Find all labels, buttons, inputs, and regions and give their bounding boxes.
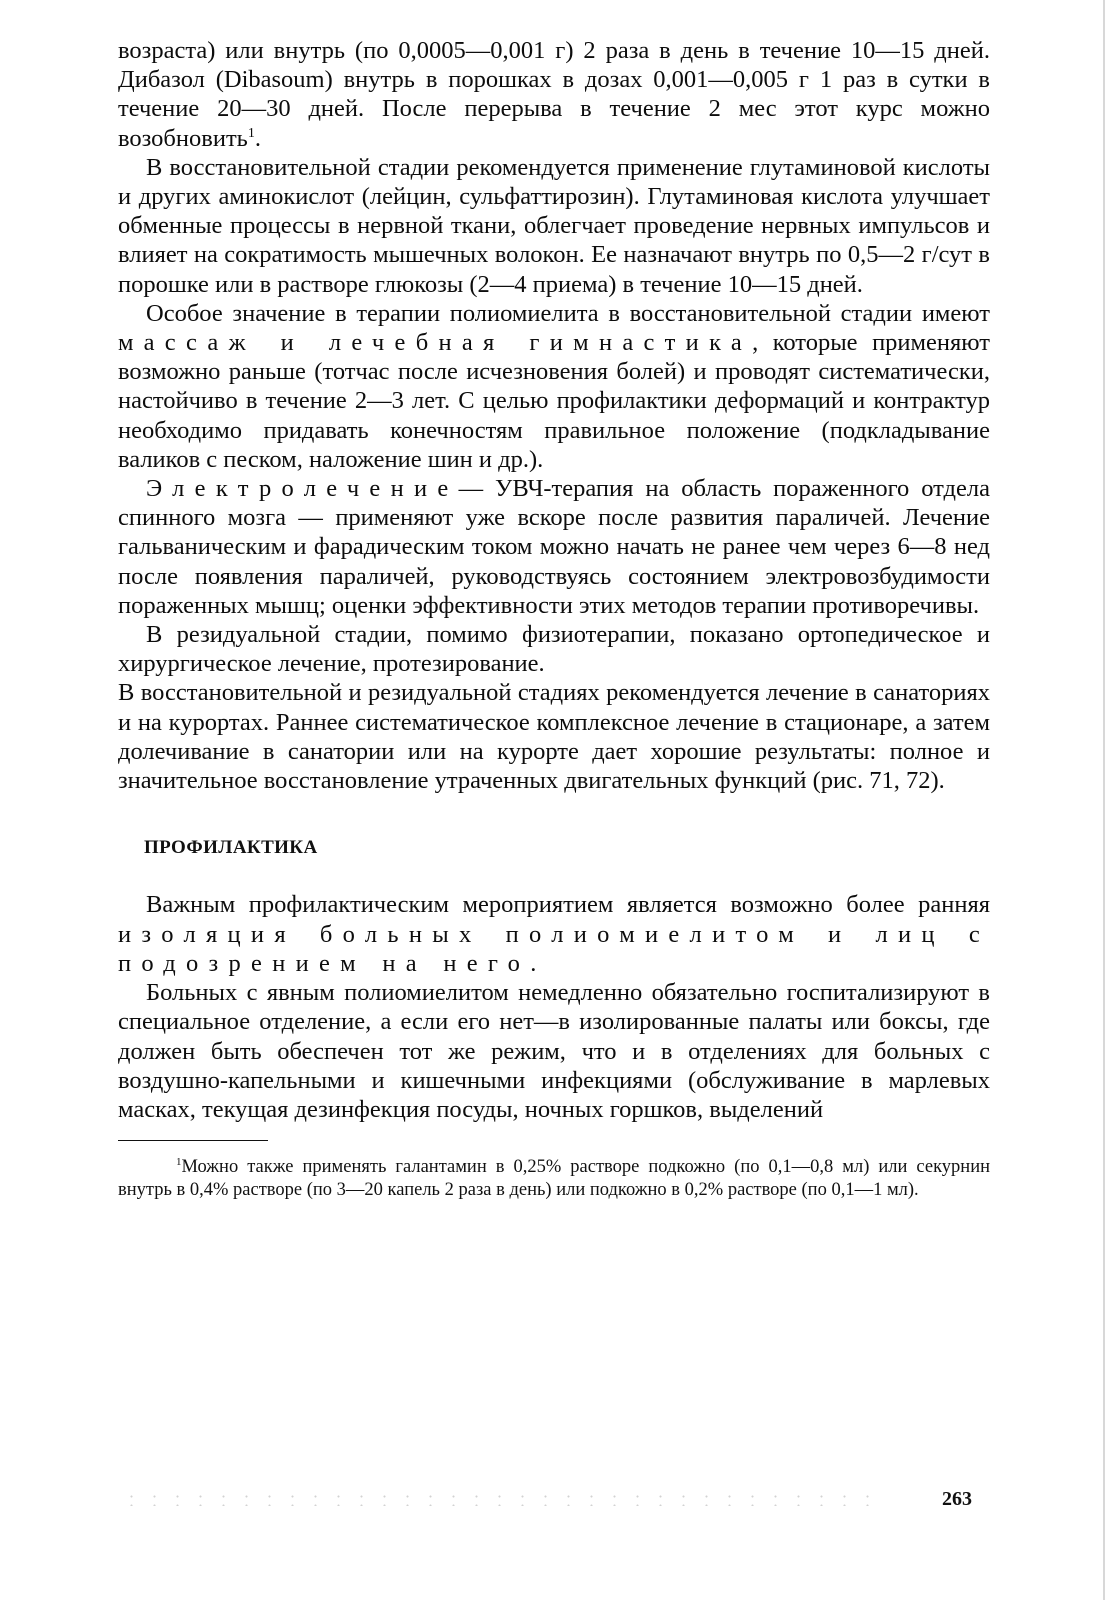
paragraph-hospitalization: Больных с явным полиомиелитом немедленно обязательно госпитализируют в специальное отделение, а если его нет—в изолированные палаты или боксы, где должен быть обеспечен тот же режим, что и в отделениях для больных с воздушно-капельными и кишечными инфекциями (обслуживание в марлевых масках, текущая дезинфекция посуды, ночных горшков, выделений — [118, 979, 990, 1123]
paragraph-isolation-start: Важным профилактическим мероприятием является возможно более ранняя — [146, 891, 990, 919]
paragraph-massage — [118, 299, 990, 474]
paragraph-sanatorium: В восстановительной и резидуальной стадиях рекомендуется лечение в санаториях и на курортах. Раннее систематическое комплексное лечение в стационаре, а затем долечивание в санатории или на курорте дает хорошие результаты: полное и значительное восстановление утраченных двигательных функций (рис. 71, 72). — [118, 679, 990, 795]
paragraph-isolation — [118, 890, 990, 978]
paragraph-massage-end: , которые применяют возможно раньше (тотчас после исчезновения болей) и проводят систематически, настойчиво в течение 2—3 лет. С целью профилактики деформаций и контрактур необходимо придавать конечностям правильное положение (подкладывание валиков с песком, наложение шин и др.). — [118, 329, 990, 473]
spaced-emphasis-electrotherapy: Электролечение — [146, 475, 459, 503]
spaced-emphasis-isolation: изоляция больных полиомиелитом и лиц с подозрением на него — [118, 920, 990, 977]
paragraph-electrotherapy-end: — УВЧ-терапия на область пораженного отдела спинного мозга — применяют уже вскоре после развития параличей. Лечение гальваническим и фарадическим током можно начать не ранее чем через 6—8 нед после появления параличей, руководствуясь состоянием электровозбудимости пораженных мышц; оценки эффективности этих методов терапии противоречивы. — [118, 475, 990, 619]
paragraph-1-text: возраста) или внутрь (по 0,0005—0,001 г) 2 раза в день в течение 10—15 дней. Дибазол (Dibasoum) внутрь в порошках в дозах 0,001—0,005 г 1 раз в сутки в течение 20—30 дней. После перерыва в течение 2 мес этот курс можно возобновить — [118, 37, 990, 152]
page-number: 263 — [942, 1488, 972, 1510]
paragraph-1 — [118, 36, 990, 153]
paragraph-amino-acids: В восстановительной стадии рекомендуется применение глутаминовой кислоты и других аминокислот (лейцин, сульфаттирозин). Глутаминовая кислота улучшает обменные процессы в нервной ткани, облегчает проведение нервных импульсов и влияет на сократимость мышечных волокон. Ее назначают внутрь по 0,5—2 г/сут в порошке или в растворе глюкозы (2—4 приема) в течение 10—15 дней. — [118, 153, 990, 298]
paragraph-isolation-end: . — [530, 949, 537, 977]
footnote-text: Можно также применять галантамин в 0,25% растворе подкожно (по 0,1—0,8 мл) или секурнин внутрь в 0,4% растворе (по 3—20 капель 2 раза в день) или подкожно в 0,2% растворе (по 0,1—1 мл). — [118, 1157, 990, 1201]
scan-noise — [120, 1492, 880, 1506]
footnote-separator — [118, 1140, 268, 1141]
section-heading: ПРОФИЛАКТИКА — [144, 837, 318, 859]
footnote-marker: 1 — [176, 1156, 182, 1169]
footnote — [118, 1151, 990, 1202]
paragraph-electrotherapy — [118, 474, 990, 620]
paragraph-residual: В резидуальной стадии, помимо физиотерапии, показано ортопедическое и хирургическое лечение, протезирование. — [118, 621, 990, 678]
footnote-reference[interactable]: 1 — [247, 125, 255, 141]
paragraph-1-end: . — [254, 124, 261, 152]
spaced-emphasis-massage: массаж и лечебная гимнастика — [118, 329, 753, 357]
paragraph-massage-start: Особое значение в терапии полиомиелита в восстановительной стадии имеют — [146, 299, 990, 327]
text-column — [118, 36, 990, 1202]
